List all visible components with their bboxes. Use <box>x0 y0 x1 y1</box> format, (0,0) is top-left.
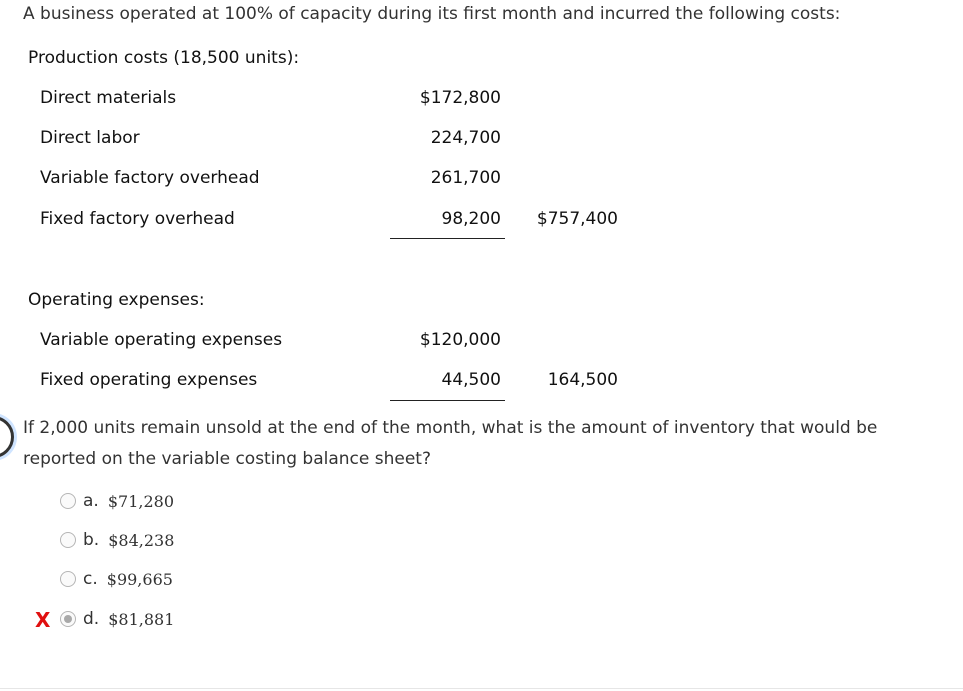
option-b-letter: b. <box>83 530 100 550</box>
question-text: If 2,000 units remain unsold at the end of the month, what is the amount of inventory that would be reported on the variable costing balance sheet? <box>23 418 878 469</box>
option-a-letter: a. <box>83 491 99 511</box>
direct-labor-amount: 224,700 <box>430 128 501 148</box>
incorrect-x-icon: X <box>35 608 51 632</box>
fixed-operating-expenses-label: Fixed operating expenses <box>40 370 258 390</box>
variable-operating-expenses-amount: $120,000 <box>419 330 501 350</box>
production-subtotal-rule <box>390 238 505 239</box>
variable-operating-expenses-label: Variable operating expenses <box>40 330 283 350</box>
option-c-letter: c. <box>83 569 98 589</box>
fixed-operating-expenses-amount: 44,500 <box>441 370 501 390</box>
direct-materials-amount: $172,800 <box>419 88 501 108</box>
production-costs-total: $757,400 <box>536 209 618 229</box>
option-b-radio[interactable] <box>60 532 76 548</box>
operating-subtotal-rule <box>390 400 505 401</box>
option-b-value: $84,238 <box>108 530 175 550</box>
operating-expenses-heading: Operating expenses: <box>28 290 205 310</box>
option-c-value: $99,665 <box>106 569 173 589</box>
direct-materials-label: Direct materials <box>40 88 177 108</box>
question-intro: A business operated at 100% of capacity during its first month and incurred the following costs: <box>23 4 841 24</box>
variable-factory-overhead-amount: 261,700 <box>430 168 501 188</box>
option-a-radio[interactable] <box>60 493 76 509</box>
option-d-letter: d. <box>83 609 100 629</box>
variable-factory-overhead-label: Variable factory overhead <box>40 168 260 188</box>
option-c-radio[interactable] <box>60 571 76 587</box>
option-d[interactable] <box>60 609 174 629</box>
option-a-value: $71,280 <box>107 491 174 511</box>
fixed-factory-overhead-amount: 98,200 <box>441 209 501 229</box>
bottom-divider <box>0 688 963 689</box>
option-d-radio[interactable] <box>60 611 76 627</box>
option-c[interactable] <box>60 569 173 589</box>
fixed-factory-overhead-label: Fixed factory overhead <box>40 209 235 229</box>
option-a[interactable] <box>60 491 174 511</box>
direct-labor-label: Direct labor <box>40 128 140 148</box>
option-b[interactable] <box>60 530 174 550</box>
option-d-value: $81,881 <box>108 609 175 629</box>
production-costs-heading: Production costs (18,500 units): <box>28 48 300 68</box>
focus-indicator <box>0 416 14 458</box>
operating-expenses-total: 164,500 <box>547 370 618 390</box>
